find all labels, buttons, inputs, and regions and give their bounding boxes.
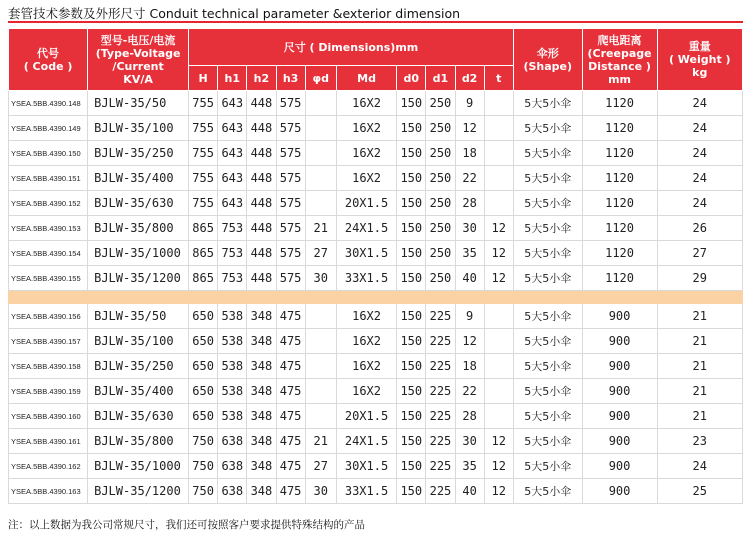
table-row (9, 116, 743, 141)
cell-weight: 21 (657, 354, 742, 379)
cell-creepage: 1120 (582, 116, 657, 141)
cell-phid: 27 (305, 241, 336, 266)
cell-d1: 250 (426, 216, 455, 241)
cell-h3: 475 (276, 404, 305, 429)
cell-creepage: 900 (582, 429, 657, 454)
header-dim-H: H (189, 66, 218, 91)
cell-d1: 250 (426, 166, 455, 191)
cell-d0: 150 (397, 379, 426, 404)
cell-shape: 5大5小伞 (513, 404, 582, 429)
header-dim-phid: φd (305, 66, 336, 91)
cell-h3: 575 (276, 166, 305, 191)
cell-d1: 250 (426, 116, 455, 141)
cell-d1: 250 (426, 141, 455, 166)
cell-code: YSEA.5BB.4390.159 (9, 379, 88, 404)
table-row (9, 266, 743, 291)
cell-phid (305, 304, 336, 329)
cell-code: YSEA.5BB.4390.160 (9, 404, 88, 429)
cell-code: YSEA.5BB.4390.158 (9, 354, 88, 379)
cell-code: YSEA.5BB.4390.154 (9, 241, 88, 266)
cell-h3: 475 (276, 304, 305, 329)
cell-d2: 30 (455, 216, 484, 241)
cell-h: 755 (189, 191, 218, 216)
cell-h1: 538 (218, 329, 247, 354)
header-dim-h2: h2 (247, 66, 276, 91)
cell-h2: 348 (247, 379, 276, 404)
cell-md: 33X1.5 (336, 479, 396, 504)
cell-creepage: 1120 (582, 191, 657, 216)
cell-phid (305, 91, 336, 116)
cell-weight: 24 (657, 91, 742, 116)
table-header (9, 29, 743, 91)
cell-h: 650 (189, 379, 218, 404)
cell-d1: 225 (426, 454, 455, 479)
cell-model: BJLW-35/50 (88, 91, 189, 116)
cell-phid: 30 (305, 266, 336, 291)
table-body (9, 91, 743, 504)
cell-phid: 30 (305, 479, 336, 504)
cell-t (484, 166, 513, 191)
cell-md: 30X1.5 (336, 241, 396, 266)
cell-shape: 5大5小伞 (513, 91, 582, 116)
header-weight: 重量 ( Weight ) kg (657, 29, 742, 91)
cell-md: 24X1.5 (336, 429, 396, 454)
table-row (9, 216, 743, 241)
cell-h2: 448 (247, 166, 276, 191)
cell-creepage: 900 (582, 354, 657, 379)
cell-phid: 27 (305, 454, 336, 479)
cell-code: YSEA.5BB.4390.150 (9, 141, 88, 166)
cell-d1: 225 (426, 304, 455, 329)
cell-creepage: 1120 (582, 241, 657, 266)
cell-model: BJLW-35/100 (88, 116, 189, 141)
cell-weight: 23 (657, 429, 742, 454)
cell-d0: 150 (397, 304, 426, 329)
cell-h: 865 (189, 216, 218, 241)
header-creepage: 爬电距离 (Creepage Distance ) mm (582, 29, 657, 91)
header-dim-h1: h1 (218, 66, 247, 91)
cell-model: BJLW-35/630 (88, 404, 189, 429)
cell-d1: 250 (426, 241, 455, 266)
cell-d2: 12 (455, 116, 484, 141)
cell-creepage: 1120 (582, 91, 657, 116)
table-row (9, 354, 743, 379)
cell-shape: 5大5小伞 (513, 479, 582, 504)
cell-code: YSEA.5BB.4390.152 (9, 191, 88, 216)
table-row (9, 141, 743, 166)
cell-md: 20X1.5 (336, 191, 396, 216)
cell-weight: 29 (657, 266, 742, 291)
cell-d1: 225 (426, 379, 455, 404)
cell-h1: 638 (218, 454, 247, 479)
cell-creepage: 900 (582, 404, 657, 429)
cell-h1: 643 (218, 116, 247, 141)
cell-t (484, 91, 513, 116)
cell-phid: 21 (305, 429, 336, 454)
cell-shape: 5大5小伞 (513, 329, 582, 354)
cell-weight: 24 (657, 191, 742, 216)
header-dim-t: t (484, 66, 513, 91)
cell-code: YSEA.5BB.4390.149 (9, 116, 88, 141)
cell-code: YSEA.5BB.4390.161 (9, 429, 88, 454)
header-shape: 伞形 (Shape) (513, 29, 582, 91)
table-row (9, 241, 743, 266)
cell-model: BJLW-35/50 (88, 304, 189, 329)
cell-md: 16X2 (336, 91, 396, 116)
cell-code: YSEA.5BB.4390.151 (9, 166, 88, 191)
cell-shape: 5大5小伞 (513, 379, 582, 404)
cell-d1: 225 (426, 404, 455, 429)
cell-model: BJLW-35/100 (88, 329, 189, 354)
cell-md: 16X2 (336, 166, 396, 191)
cell-shape: 5大5小伞 (513, 216, 582, 241)
cell-d0: 150 (397, 454, 426, 479)
cell-h: 650 (189, 329, 218, 354)
cell-t (484, 379, 513, 404)
cell-h: 650 (189, 304, 218, 329)
cell-code: YSEA.5BB.4390.156 (9, 304, 88, 329)
table-row (9, 454, 743, 479)
cell-phid (305, 354, 336, 379)
cell-shape: 5大5小伞 (513, 241, 582, 266)
cell-t: 12 (484, 429, 513, 454)
cell-d1: 225 (426, 429, 455, 454)
cell-h1: 753 (218, 216, 247, 241)
footnote: 注：以上数据为我公司常规尺寸，我们还可按照客户要求提供特殊结构的产品 (8, 519, 365, 531)
cell-shape: 5大5小伞 (513, 304, 582, 329)
cell-weight: 21 (657, 404, 742, 429)
cell-h2: 448 (247, 216, 276, 241)
cell-phid (305, 116, 336, 141)
cell-md: 30X1.5 (336, 454, 396, 479)
cell-t: 12 (484, 479, 513, 504)
cell-h2: 448 (247, 116, 276, 141)
cell-t: 12 (484, 241, 513, 266)
cell-h1: 643 (218, 141, 247, 166)
cell-creepage: 900 (582, 379, 657, 404)
cell-h1: 538 (218, 404, 247, 429)
cell-d0: 150 (397, 354, 426, 379)
cell-h3: 575 (276, 216, 305, 241)
cell-shape: 5大5小伞 (513, 454, 582, 479)
title-underline (8, 21, 743, 23)
cell-model: BJLW-35/250 (88, 354, 189, 379)
cell-shape: 5大5小伞 (513, 166, 582, 191)
cell-shape: 5大5小伞 (513, 429, 582, 454)
table-row (9, 329, 743, 354)
cell-h1: 643 (218, 166, 247, 191)
cell-t (484, 354, 513, 379)
cell-t (484, 329, 513, 354)
cell-h2: 448 (247, 191, 276, 216)
cell-d2: 35 (455, 454, 484, 479)
cell-phid: 21 (305, 216, 336, 241)
page-title: 套管技术参数及外形尺寸 Conduit technical parameter &exterior dimension (8, 6, 461, 21)
cell-weight: 21 (657, 304, 742, 329)
cell-d1: 225 (426, 329, 455, 354)
cell-h3: 475 (276, 354, 305, 379)
cell-d2: 18 (455, 141, 484, 166)
header-dim-d2: d2 (455, 66, 484, 91)
cell-t: 12 (484, 216, 513, 241)
cell-weight: 21 (657, 329, 742, 354)
cell-h3: 575 (276, 191, 305, 216)
cell-code: YSEA.5BB.4390.148 (9, 91, 88, 116)
cell-model: BJLW-35/1200 (88, 479, 189, 504)
cell-phid (305, 141, 336, 166)
cell-model: BJLW-35/1200 (88, 266, 189, 291)
cell-t (484, 116, 513, 141)
cell-d0: 150 (397, 479, 426, 504)
cell-model: BJLW-35/630 (88, 191, 189, 216)
cell-t (484, 191, 513, 216)
header-dim-d0: d0 (397, 66, 426, 91)
cell-h3: 575 (276, 91, 305, 116)
cell-shape: 5大5小伞 (513, 266, 582, 291)
cell-h3: 475 (276, 379, 305, 404)
cell-h: 750 (189, 479, 218, 504)
cell-creepage: 1120 (582, 166, 657, 191)
cell-creepage: 1120 (582, 266, 657, 291)
cell-md: 20X1.5 (336, 404, 396, 429)
cell-md: 24X1.5 (336, 216, 396, 241)
cell-h1: 638 (218, 479, 247, 504)
cell-model: BJLW-35/800 (88, 429, 189, 454)
cell-md: 16X2 (336, 354, 396, 379)
group-separator (9, 291, 743, 304)
cell-h2: 348 (247, 454, 276, 479)
cell-t: 12 (484, 454, 513, 479)
cell-h: 865 (189, 241, 218, 266)
table-row (9, 166, 743, 191)
cell-phid (305, 329, 336, 354)
cell-d2: 12 (455, 329, 484, 354)
cell-h: 750 (189, 429, 218, 454)
cell-weight: 24 (657, 141, 742, 166)
cell-d2: 22 (455, 379, 484, 404)
cell-creepage: 1120 (582, 216, 657, 241)
cell-h: 755 (189, 166, 218, 191)
table-row (9, 91, 743, 116)
cell-d1: 250 (426, 91, 455, 116)
cell-h: 650 (189, 354, 218, 379)
cell-h3: 475 (276, 429, 305, 454)
cell-t (484, 304, 513, 329)
cell-h3: 575 (276, 266, 305, 291)
cell-md: 16X2 (336, 141, 396, 166)
cell-code: YSEA.5BB.4390.157 (9, 329, 88, 354)
cell-h2: 348 (247, 404, 276, 429)
header-dim-h3: h3 (276, 66, 305, 91)
cell-phid (305, 379, 336, 404)
cell-md: 16X2 (336, 116, 396, 141)
cell-creepage: 900 (582, 454, 657, 479)
cell-d2: 28 (455, 191, 484, 216)
cell-h1: 643 (218, 91, 247, 116)
header-dim-d1: d1 (426, 66, 455, 91)
cell-h: 750 (189, 454, 218, 479)
cell-creepage: 1120 (582, 141, 657, 166)
cell-phid (305, 404, 336, 429)
cell-creepage: 900 (582, 329, 657, 354)
cell-d0: 150 (397, 166, 426, 191)
cell-weight: 24 (657, 166, 742, 191)
cell-d1: 250 (426, 266, 455, 291)
cell-model: BJLW-35/1000 (88, 241, 189, 266)
cell-code: YSEA.5BB.4390.163 (9, 479, 88, 504)
cell-d0: 150 (397, 216, 426, 241)
cell-phid (305, 166, 336, 191)
cell-d2: 28 (455, 404, 484, 429)
cell-h1: 538 (218, 379, 247, 404)
cell-h: 755 (189, 141, 218, 166)
cell-h1: 753 (218, 241, 247, 266)
cell-weight: 24 (657, 116, 742, 141)
header-code: 代号 ( Code ) (9, 29, 88, 91)
header-dimensions: 尺寸 ( Dimensions)mm (189, 29, 514, 66)
header-model: 型号-电压/电流 (Type-Voltage /Current KV/A (88, 29, 189, 91)
table-row (9, 191, 743, 216)
cell-weight: 21 (657, 379, 742, 404)
table-row (9, 404, 743, 429)
cell-h2: 348 (247, 354, 276, 379)
cell-d0: 150 (397, 404, 426, 429)
cell-h: 865 (189, 266, 218, 291)
cell-d0: 150 (397, 429, 426, 454)
cell-h: 650 (189, 404, 218, 429)
cell-model: BJLW-35/400 (88, 379, 189, 404)
cell-d0: 150 (397, 241, 426, 266)
cell-h2: 348 (247, 429, 276, 454)
cell-code: YSEA.5BB.4390.153 (9, 216, 88, 241)
cell-h2: 348 (247, 479, 276, 504)
table-row (9, 379, 743, 404)
cell-h2: 448 (247, 141, 276, 166)
cell-weight: 27 (657, 241, 742, 266)
header-dim-Md: Md (336, 66, 396, 91)
cell-d2: 9 (455, 91, 484, 116)
cell-shape: 5大5小伞 (513, 116, 582, 141)
cell-md: 16X2 (336, 329, 396, 354)
cell-d1: 250 (426, 191, 455, 216)
cell-creepage: 900 (582, 304, 657, 329)
cell-d0: 150 (397, 141, 426, 166)
cell-code: YSEA.5BB.4390.162 (9, 454, 88, 479)
cell-d2: 35 (455, 241, 484, 266)
spec-table (8, 28, 743, 504)
cell-d1: 225 (426, 479, 455, 504)
cell-model: BJLW-35/250 (88, 141, 189, 166)
cell-model: BJLW-35/1000 (88, 454, 189, 479)
cell-model: BJLW-35/800 (88, 216, 189, 241)
cell-d0: 150 (397, 191, 426, 216)
cell-md: 16X2 (336, 379, 396, 404)
cell-d2: 40 (455, 479, 484, 504)
cell-weight: 24 (657, 454, 742, 479)
cell-h2: 448 (247, 91, 276, 116)
cell-shape: 5大5小伞 (513, 354, 582, 379)
cell-h1: 643 (218, 191, 247, 216)
cell-d0: 150 (397, 91, 426, 116)
cell-h1: 538 (218, 354, 247, 379)
cell-d1: 225 (426, 354, 455, 379)
cell-d2: 30 (455, 429, 484, 454)
cell-h3: 575 (276, 241, 305, 266)
cell-d2: 22 (455, 166, 484, 191)
cell-md: 16X2 (336, 304, 396, 329)
cell-h2: 348 (247, 329, 276, 354)
cell-phid (305, 191, 336, 216)
cell-shape: 5大5小伞 (513, 141, 582, 166)
cell-shape: 5大5小伞 (513, 191, 582, 216)
cell-h1: 538 (218, 304, 247, 329)
cell-h2: 448 (247, 241, 276, 266)
cell-t (484, 141, 513, 166)
cell-h3: 475 (276, 454, 305, 479)
cell-h2: 348 (247, 304, 276, 329)
cell-h3: 575 (276, 141, 305, 166)
table-row (9, 479, 743, 504)
cell-h3: 575 (276, 116, 305, 141)
cell-h: 755 (189, 116, 218, 141)
cell-h1: 638 (218, 429, 247, 454)
cell-d0: 150 (397, 329, 426, 354)
cell-md: 33X1.5 (336, 266, 396, 291)
cell-d0: 150 (397, 116, 426, 141)
cell-weight: 26 (657, 216, 742, 241)
cell-d2: 18 (455, 354, 484, 379)
cell-code: YSEA.5BB.4390.155 (9, 266, 88, 291)
cell-creepage: 900 (582, 479, 657, 504)
cell-h3: 475 (276, 329, 305, 354)
cell-t (484, 404, 513, 429)
cell-h2: 448 (247, 266, 276, 291)
cell-h3: 475 (276, 479, 305, 504)
cell-weight: 25 (657, 479, 742, 504)
table-row (9, 304, 743, 329)
cell-t: 12 (484, 266, 513, 291)
cell-model: BJLW-35/400 (88, 166, 189, 191)
cell-h1: 753 (218, 266, 247, 291)
table-row (9, 429, 743, 454)
cell-h: 755 (189, 91, 218, 116)
cell-d0: 150 (397, 266, 426, 291)
cell-d2: 9 (455, 304, 484, 329)
cell-d2: 40 (455, 266, 484, 291)
